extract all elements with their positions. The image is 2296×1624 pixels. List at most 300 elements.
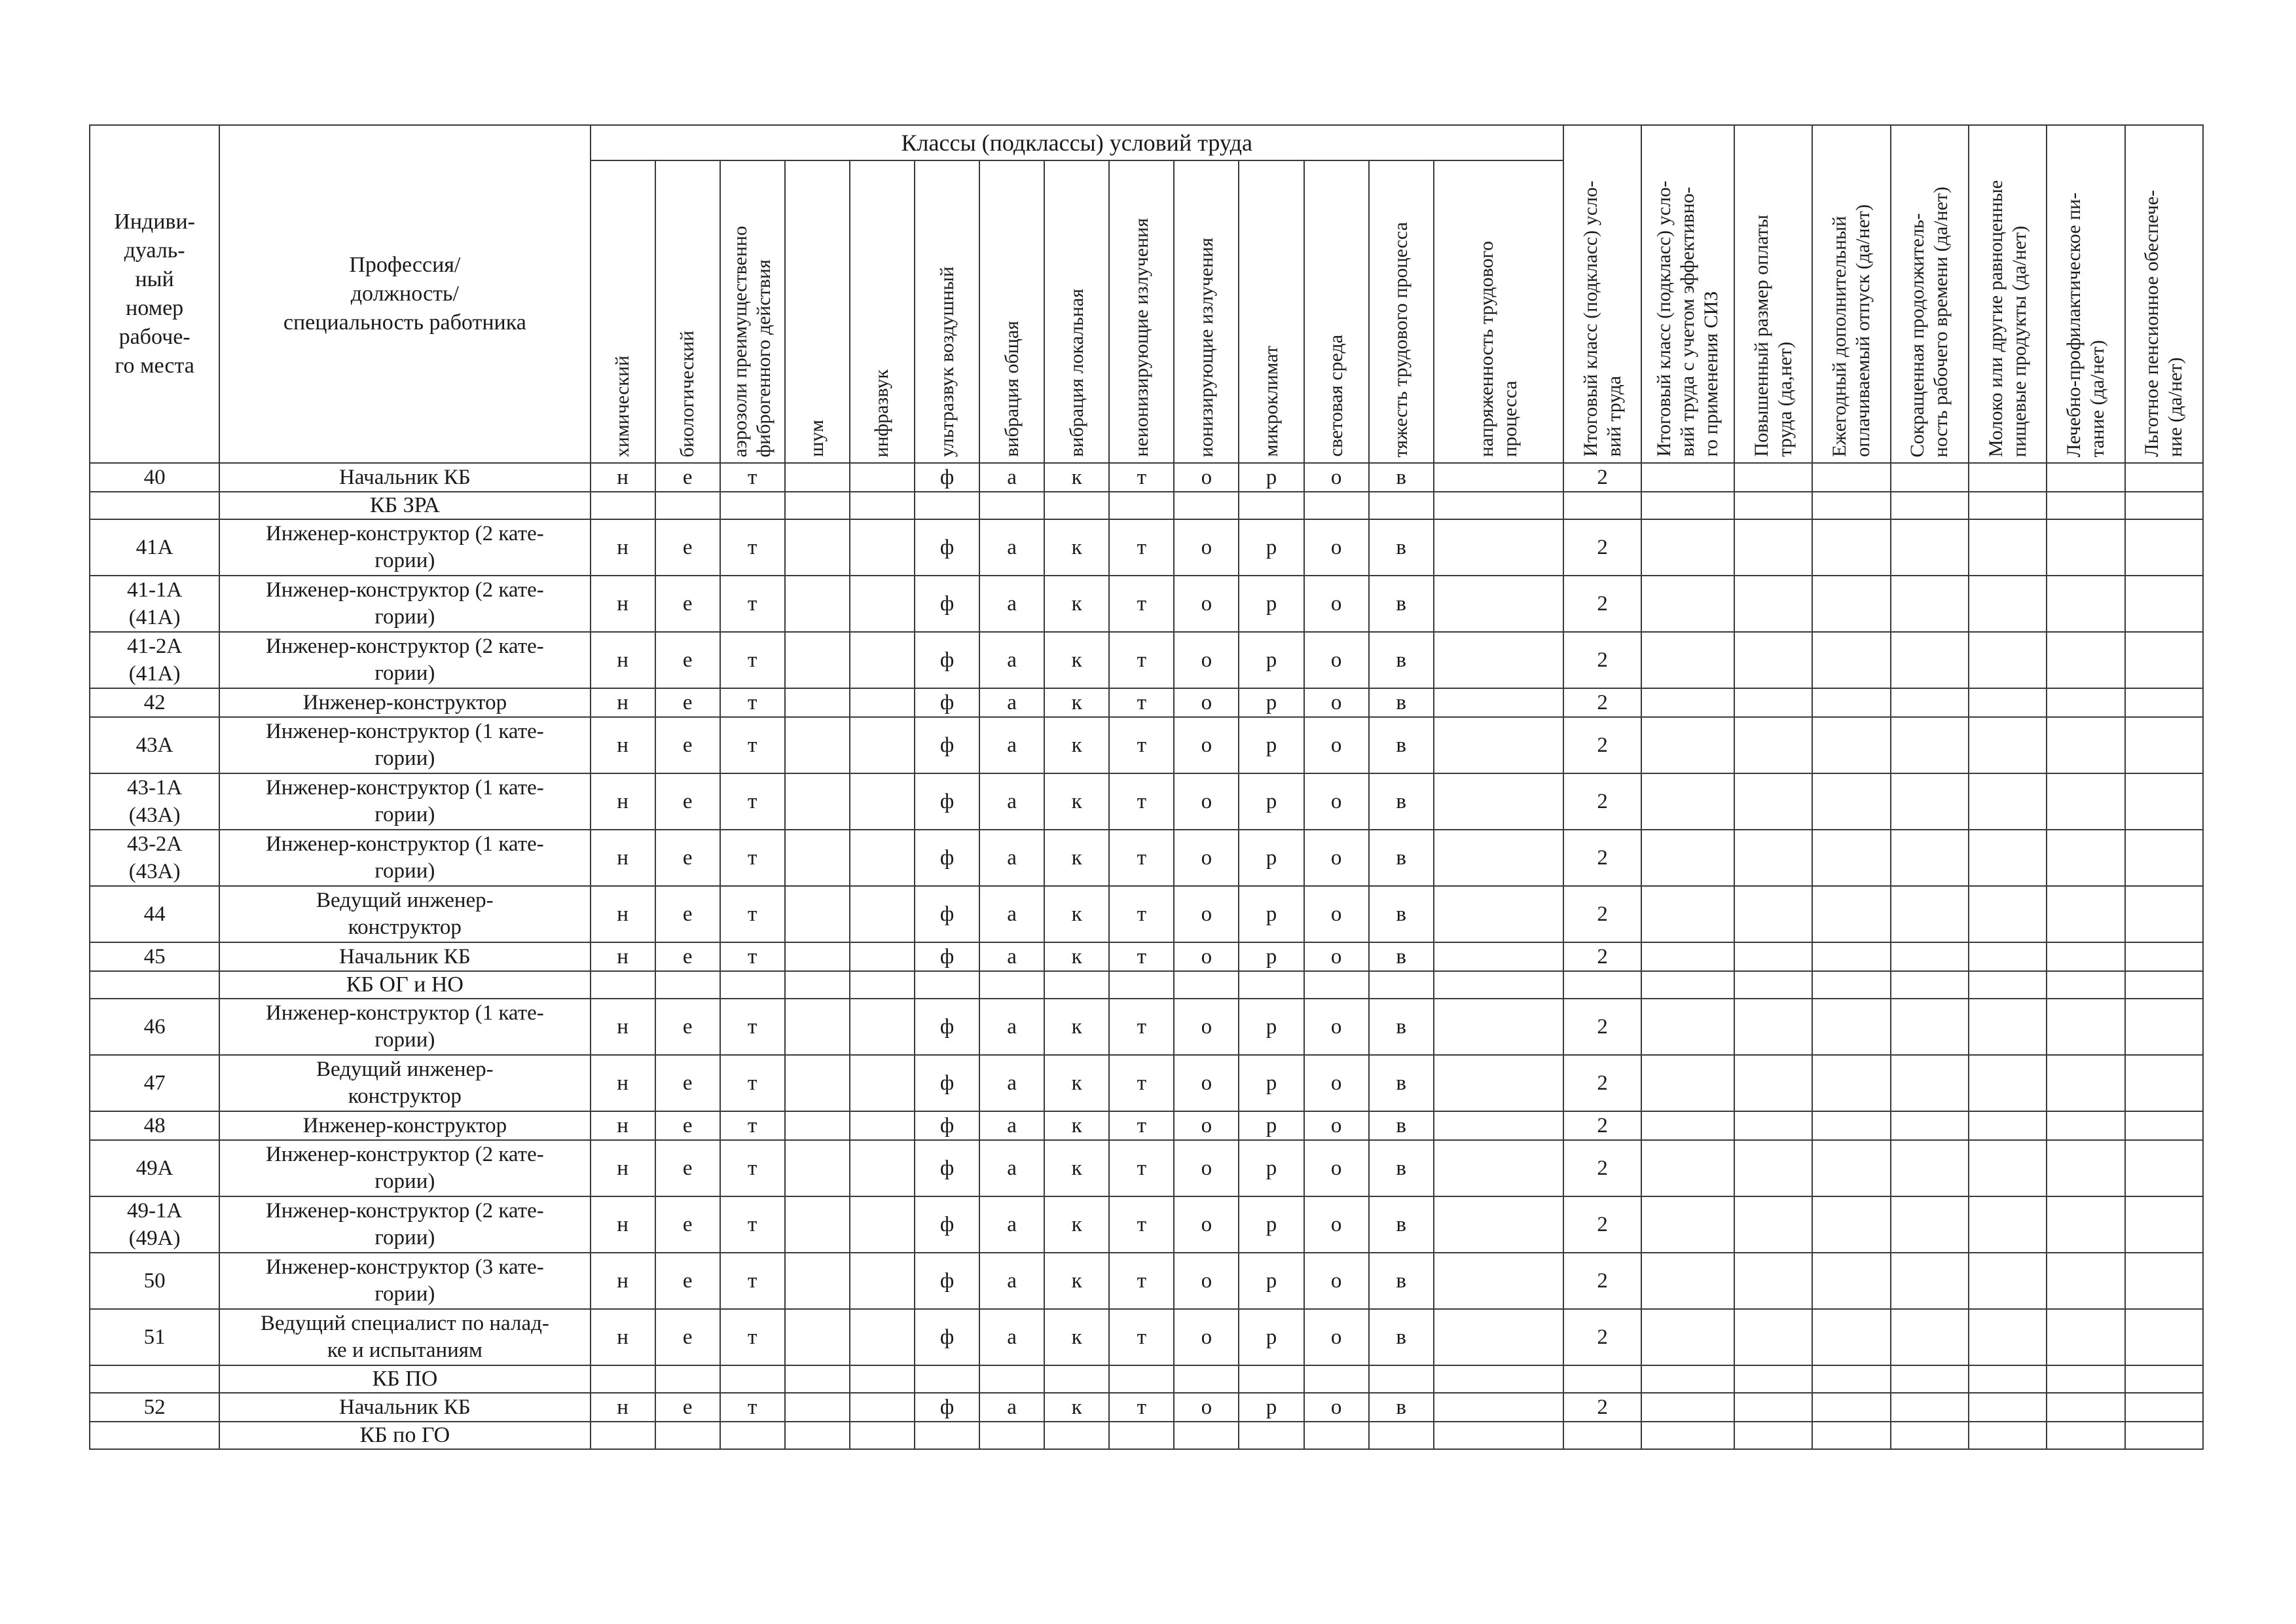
factor-cell: ф <box>915 1393 979 1422</box>
factor-cell: т <box>720 1140 785 1196</box>
empty-cell <box>915 971 979 999</box>
empty-cell <box>785 1365 850 1393</box>
factor-cell: о <box>1304 576 1369 632</box>
factor-cell: н <box>591 999 655 1055</box>
empty-cell <box>1109 971 1174 999</box>
empty-cell <box>2047 492 2124 519</box>
factor-cell: к <box>1044 463 1109 492</box>
empty-cell <box>2047 1140 2124 1196</box>
empty-cell <box>2047 830 2124 886</box>
table-row <box>90 1140 2203 1196</box>
factor-cell: к <box>1044 1111 1109 1140</box>
section-title: КБ ОГ и НО <box>219 971 590 999</box>
section-empty-cell <box>90 971 219 999</box>
empty-cell <box>2125 830 2203 886</box>
table-row <box>90 886 2203 942</box>
empty-cell <box>2047 773 2124 830</box>
factor-cell: е <box>655 942 720 971</box>
factor-cell: т <box>1109 519 1174 576</box>
factor-cell: е <box>655 886 720 942</box>
empty-cell <box>1044 492 1109 519</box>
empty-cell <box>1563 492 1641 519</box>
factor-cell <box>1434 717 1563 773</box>
header-work-classes-group: Классы (подклассы) условий труда <box>591 125 1563 160</box>
factor-cell: т <box>720 830 785 886</box>
empty-cell <box>1969 717 2047 773</box>
empty-cell <box>1304 1365 1369 1393</box>
factor-cell: р <box>1239 773 1303 830</box>
factor-cell: н <box>591 830 655 886</box>
factor-cell: е <box>655 999 720 1055</box>
factor-cell: т <box>1109 717 1174 773</box>
factor-cell: о <box>1304 1140 1369 1196</box>
empty-cell <box>1969 492 2047 519</box>
empty-cell <box>1734 830 1812 886</box>
empty-cell <box>1109 492 1174 519</box>
table-row <box>90 1393 2203 1422</box>
empty-cell <box>1044 1365 1109 1393</box>
factor-cell: н <box>591 886 655 942</box>
header-factor-9: ионизирующие излучения <box>1174 160 1239 463</box>
factor-cell: к <box>1044 688 1109 717</box>
factor-cell: н <box>591 1253 655 1309</box>
empty-cell <box>1891 1393 1969 1422</box>
header-factor-2: аэрозоли преимущественно фиброгенного действия <box>720 160 785 463</box>
empty-cell <box>1734 1055 1812 1111</box>
empty-cell <box>1969 773 2047 830</box>
empty-cell <box>979 492 1044 519</box>
empty-cell <box>1304 1422 1369 1449</box>
factor-cell <box>785 830 850 886</box>
empty-cell <box>2047 1196 2124 1253</box>
empty-cell <box>1891 830 1969 886</box>
factor-cell: а <box>979 773 1044 830</box>
factor-cell <box>1434 1309 1563 1365</box>
empty-cell <box>1969 971 2047 999</box>
empty-cell <box>785 492 850 519</box>
factor-cell: т <box>720 773 785 830</box>
empty-cell <box>2125 1365 2203 1393</box>
factor-cell <box>850 519 915 576</box>
empty-cell <box>2047 632 2124 688</box>
empty-cell <box>1891 717 1969 773</box>
factor-cell: е <box>655 1253 720 1309</box>
factor-cell: а <box>979 1196 1044 1253</box>
factor-cell <box>785 999 850 1055</box>
factor-cell <box>785 632 850 688</box>
profession-name: Ведущий инженер- конструктор <box>219 886 590 942</box>
factor-cell: н <box>591 463 655 492</box>
workplace-number: 51 <box>90 1309 219 1365</box>
factor-cell: к <box>1044 717 1109 773</box>
factor-cell: а <box>979 942 1044 971</box>
empty-cell <box>1174 971 1239 999</box>
header-summary-5: Молоко или другие равноценные пищевые продукты (да/нет) <box>1969 125 2047 463</box>
factor-cell: е <box>655 1055 720 1111</box>
empty-cell <box>1641 1393 1734 1422</box>
empty-cell <box>1734 942 1812 971</box>
empty-cell <box>1641 688 1734 717</box>
factor-cell: е <box>655 1309 720 1365</box>
header-summary-2: Повышенный размер оплаты труда (да,нет) <box>1734 125 1812 463</box>
empty-cell <box>655 492 720 519</box>
section-title: КБ ЗРА <box>219 492 590 519</box>
header-summary-6: Лечебно-профилактическое пи- тание (да/нет) <box>2047 125 2124 463</box>
factor-cell <box>1434 830 1563 886</box>
factor-cell: р <box>1239 1393 1303 1422</box>
empty-cell <box>1174 1422 1239 1449</box>
empty-cell <box>1734 1196 1812 1253</box>
profession-name: Инженер-конструктор <box>219 688 590 717</box>
factor-cell: о <box>1174 1055 1239 1111</box>
final-class: 2 <box>1563 1309 1641 1365</box>
empty-cell <box>2047 1365 2124 1393</box>
empty-cell <box>850 1365 915 1393</box>
factor-cell: р <box>1239 1196 1303 1253</box>
empty-cell <box>1734 1309 1812 1365</box>
work-conditions-table <box>89 124 2204 1450</box>
empty-cell <box>1641 773 1734 830</box>
factor-cell: о <box>1174 576 1239 632</box>
empty-cell <box>1812 1055 1890 1111</box>
factor-cell: т <box>720 1309 785 1365</box>
empty-cell <box>979 1365 1044 1393</box>
empty-cell <box>1641 886 1734 942</box>
empty-cell <box>1891 576 1969 632</box>
profession-name: Инженер-конструктор (1 кате- гории) <box>219 773 590 830</box>
empty-cell <box>1812 1365 1890 1393</box>
header-factor-5: ультразвук воздушный <box>915 160 979 463</box>
factor-cell: р <box>1239 942 1303 971</box>
empty-cell <box>1734 463 1812 492</box>
workplace-number: 42 <box>90 688 219 717</box>
empty-cell <box>1563 971 1641 999</box>
factor-cell: ф <box>915 463 979 492</box>
header-factor-0: химический <box>591 160 655 463</box>
factor-cell: а <box>979 1111 1044 1140</box>
factor-cell: о <box>1304 632 1369 688</box>
empty-cell <box>1641 1140 1734 1196</box>
final-class: 2 <box>1563 1140 1641 1196</box>
table-row <box>90 773 2203 830</box>
empty-cell <box>1734 492 1812 519</box>
table-row <box>90 688 2203 717</box>
factor-cell <box>785 1055 850 1111</box>
final-class: 2 <box>1563 773 1641 830</box>
factor-cell: о <box>1304 942 1369 971</box>
factor-cell: а <box>979 717 1044 773</box>
empty-cell <box>2047 1393 2124 1422</box>
factor-cell: е <box>655 1140 720 1196</box>
factor-cell: ф <box>915 773 979 830</box>
factor-cell: т <box>1109 688 1174 717</box>
empty-cell <box>1812 1111 1890 1140</box>
final-class: 2 <box>1563 830 1641 886</box>
factor-cell <box>785 1309 850 1365</box>
empty-cell <box>1734 971 1812 999</box>
table-row <box>90 463 2203 492</box>
section-empty-cell <box>90 1365 219 1393</box>
final-class: 2 <box>1563 999 1641 1055</box>
factor-cell: р <box>1239 717 1303 773</box>
empty-cell <box>1434 492 1563 519</box>
empty-cell <box>591 1365 655 1393</box>
factor-cell <box>850 632 915 688</box>
factor-cell: т <box>1109 999 1174 1055</box>
factor-cell: т <box>720 688 785 717</box>
empty-cell <box>1891 463 1969 492</box>
factor-cell: в <box>1369 886 1434 942</box>
empty-cell <box>720 492 785 519</box>
empty-cell <box>2125 1140 2203 1196</box>
empty-cell <box>1563 1365 1641 1393</box>
empty-cell <box>1044 1422 1109 1449</box>
factor-cell: н <box>591 1111 655 1140</box>
factor-cell: ф <box>915 1111 979 1140</box>
empty-cell <box>1734 632 1812 688</box>
factor-cell: о <box>1304 1055 1369 1111</box>
empty-cell <box>1304 971 1369 999</box>
factor-cell: т <box>1109 1055 1174 1111</box>
empty-cell <box>1891 971 1969 999</box>
empty-cell <box>1891 1196 1969 1253</box>
final-class: 2 <box>1563 576 1641 632</box>
final-class: 2 <box>1563 1393 1641 1422</box>
profession-name: Начальник КБ <box>219 942 590 971</box>
empty-cell <box>979 971 1044 999</box>
factor-cell <box>1434 1140 1563 1196</box>
header-profession: Профессия/ должность/ специальность работника <box>219 125 590 463</box>
header-summary-7: Льготное пенсионное обеспече- ние (да/нет) <box>2125 125 2203 463</box>
empty-cell <box>2047 886 2124 942</box>
factor-cell: р <box>1239 999 1303 1055</box>
factor-cell: т <box>720 1393 785 1422</box>
factor-cell: н <box>591 1196 655 1253</box>
factor-cell: р <box>1239 830 1303 886</box>
empty-cell <box>1434 1422 1563 1449</box>
factor-cell: ф <box>915 999 979 1055</box>
empty-cell <box>1734 519 1812 576</box>
empty-cell <box>1369 492 1434 519</box>
factor-cell <box>1434 1111 1563 1140</box>
empty-cell <box>1109 1365 1174 1393</box>
factor-cell <box>850 942 915 971</box>
factor-cell: а <box>979 688 1044 717</box>
empty-cell <box>1239 971 1303 999</box>
empty-cell <box>2125 1111 2203 1140</box>
factor-cell: к <box>1044 942 1109 971</box>
workplace-number: 41-1А (41А) <box>90 576 219 632</box>
factor-cell <box>850 999 915 1055</box>
factor-cell: р <box>1239 632 1303 688</box>
factor-cell: н <box>591 1055 655 1111</box>
factor-cell: н <box>591 1393 655 1422</box>
work-conditions-table-page <box>89 124 2204 1493</box>
factor-cell: е <box>655 1111 720 1140</box>
table-row <box>90 942 2203 971</box>
factor-cell: о <box>1174 886 1239 942</box>
section-title: КБ по ГО <box>219 1422 590 1449</box>
empty-cell <box>1812 971 1890 999</box>
empty-cell <box>1734 999 1812 1055</box>
factor-cell: к <box>1044 1055 1109 1111</box>
factor-cell: т <box>1109 576 1174 632</box>
empty-cell <box>1812 1309 1890 1365</box>
factor-cell <box>850 1111 915 1140</box>
table-row <box>90 830 2203 886</box>
empty-cell <box>1812 688 1890 717</box>
empty-cell <box>1812 886 1890 942</box>
header-factor-10: микроклимат <box>1239 160 1303 463</box>
factor-cell: о <box>1304 886 1369 942</box>
profession-name: Инженер-конструктор (3 кате- гории) <box>219 1253 590 1309</box>
factor-cell: о <box>1174 942 1239 971</box>
empty-cell <box>2047 688 2124 717</box>
factor-cell: в <box>1369 688 1434 717</box>
factor-cell <box>850 576 915 632</box>
table-row <box>90 1309 2203 1365</box>
empty-cell <box>1891 1055 1969 1111</box>
empty-cell <box>1304 492 1369 519</box>
profession-name: Инженер-конструктор (1 кате- гории) <box>219 717 590 773</box>
factor-cell: ф <box>915 942 979 971</box>
factor-cell: н <box>591 1140 655 1196</box>
factor-cell: т <box>720 942 785 971</box>
empty-cell <box>1969 999 2047 1055</box>
factor-cell: а <box>979 999 1044 1055</box>
profession-name: Инженер-конструктор (2 кате- гории) <box>219 1140 590 1196</box>
factor-cell <box>1434 942 1563 971</box>
empty-cell <box>1969 1393 2047 1422</box>
factor-cell: к <box>1044 1393 1109 1422</box>
empty-cell <box>655 1365 720 1393</box>
factor-cell <box>850 688 915 717</box>
empty-cell <box>2047 1253 2124 1309</box>
empty-cell <box>1044 971 1109 999</box>
factor-cell: в <box>1369 576 1434 632</box>
empty-cell <box>2047 1055 2124 1111</box>
empty-cell <box>1969 576 2047 632</box>
factor-cell: т <box>1109 632 1174 688</box>
factor-cell: е <box>655 688 720 717</box>
factor-cell: т <box>720 1055 785 1111</box>
empty-cell <box>2125 632 2203 688</box>
empty-cell <box>1891 773 1969 830</box>
workplace-number: 41-2А (41А) <box>90 632 219 688</box>
empty-cell <box>2125 1422 2203 1449</box>
factor-cell: о <box>1304 830 1369 886</box>
header-factor-8: неионизирующие излучения <box>1109 160 1174 463</box>
empty-cell <box>1812 999 1890 1055</box>
empty-cell <box>1734 1111 1812 1140</box>
profession-name: Инженер-конструктор (1 кате- гории) <box>219 830 590 886</box>
empty-cell <box>1174 492 1239 519</box>
empty-cell <box>1734 576 1812 632</box>
factor-cell: о <box>1304 999 1369 1055</box>
factor-cell <box>785 463 850 492</box>
empty-cell <box>1812 1422 1890 1449</box>
factor-cell: в <box>1369 999 1434 1055</box>
empty-cell <box>720 1365 785 1393</box>
factor-cell <box>1434 463 1563 492</box>
empty-cell <box>1369 971 1434 999</box>
empty-cell <box>850 1422 915 1449</box>
profession-name: Инженер-конструктор (2 кате- гории) <box>219 632 590 688</box>
empty-cell <box>1812 632 1890 688</box>
table-row <box>90 576 2203 632</box>
table-body <box>90 463 2203 1449</box>
factor-cell: а <box>979 886 1044 942</box>
empty-cell <box>2047 576 2124 632</box>
factor-cell: н <box>591 773 655 830</box>
factor-cell <box>1434 773 1563 830</box>
factor-cell: о <box>1304 688 1369 717</box>
factor-cell: е <box>655 519 720 576</box>
profession-name: Инженер-конструктор (2 кате- гории) <box>219 1196 590 1253</box>
factor-cell: т <box>1109 1140 1174 1196</box>
factor-cell: т <box>720 1111 785 1140</box>
factor-cell: т <box>720 1253 785 1309</box>
header-factor-4: инфразвук <box>850 160 915 463</box>
empty-cell <box>1641 519 1734 576</box>
empty-cell <box>591 1422 655 1449</box>
factor-cell: ф <box>915 830 979 886</box>
final-class: 2 <box>1563 1253 1641 1309</box>
factor-cell <box>1434 1196 1563 1253</box>
empty-cell <box>1812 492 1890 519</box>
empty-cell <box>850 492 915 519</box>
factor-cell: о <box>1304 1196 1369 1253</box>
section-row <box>90 492 2203 519</box>
empty-cell <box>1641 999 1734 1055</box>
factor-cell <box>785 688 850 717</box>
empty-cell <box>1641 1253 1734 1309</box>
final-class: 2 <box>1563 688 1641 717</box>
header-summary-1: Итоговый класс (подкласс) усло- вий труда с учетом эффективно- го применения СИЗ <box>1641 125 1734 463</box>
empty-cell <box>720 971 785 999</box>
factor-cell: о <box>1174 773 1239 830</box>
factor-cell: р <box>1239 1111 1303 1140</box>
empty-cell <box>2047 1422 2124 1449</box>
factor-cell: ф <box>915 632 979 688</box>
factor-cell: к <box>1044 1196 1109 1253</box>
empty-cell <box>1969 1253 2047 1309</box>
factor-cell: а <box>979 632 1044 688</box>
factor-cell <box>1434 886 1563 942</box>
factor-cell: в <box>1369 632 1434 688</box>
factor-cell: е <box>655 830 720 886</box>
factor-cell: ф <box>915 688 979 717</box>
header-summary-4: Сокращенная продолжитель- ность рабочего времени (да/нет) <box>1891 125 1969 463</box>
final-class: 2 <box>1563 1196 1641 1253</box>
factor-cell: р <box>1239 1140 1303 1196</box>
empty-cell <box>2047 519 2124 576</box>
factor-cell: о <box>1304 1309 1369 1365</box>
profession-name: Инженер-конструктор <box>219 1111 590 1140</box>
factor-cell: р <box>1239 886 1303 942</box>
factor-cell: н <box>591 519 655 576</box>
empty-cell <box>2047 1111 2124 1140</box>
factor-cell: о <box>1174 688 1239 717</box>
empty-cell <box>1641 717 1734 773</box>
factor-cell <box>850 1253 915 1309</box>
factor-cell: е <box>655 463 720 492</box>
header-summary-3: Ежегодный дополнительный оплачиваемый отпуск (да/нет) <box>1812 125 1890 463</box>
factor-cell: в <box>1369 1309 1434 1365</box>
final-class: 2 <box>1563 519 1641 576</box>
factor-cell: о <box>1174 1140 1239 1196</box>
table-row <box>90 1253 2203 1309</box>
